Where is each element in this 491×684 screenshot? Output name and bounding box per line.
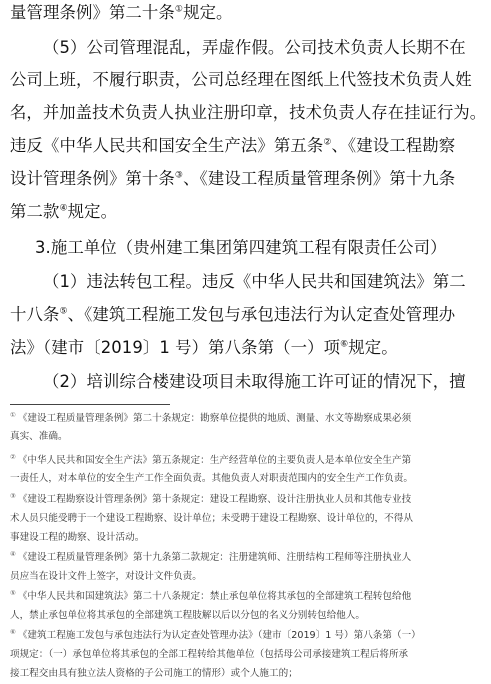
footnote-2 (10, 452, 412, 467)
footnote-4 (10, 549, 412, 564)
body-text: 十八条 (10, 305, 60, 324)
footnote-ref-1[interactable]: ① (174, 4, 184, 15)
body-line-12: （2）培训综合楼建设项目未取得施工许可证的情况下，擅 (43, 372, 466, 391)
footnote-ref-4[interactable]: ④ (59, 203, 68, 214)
section-heading: 3.施工单位（贵州建工集团第四建筑工程有限责任公司） (35, 238, 447, 257)
footnote-text: 《建筑工程施工发包与承包违法行为认定查处管理办法》（建市〔2019〕1 号）第八条第（一） (17, 630, 421, 641)
body-line-1 (10, 3, 233, 23)
body-line-9: （1）违法转包工程。违反《中华人民共和国建筑法》第二 (43, 272, 466, 291)
body-line-4: 名，并加盖技术负责人执业注册印章，技术负责人存在挂证行为。 (10, 103, 487, 122)
footnote-1-cont: 真实、准确。 (10, 431, 68, 442)
body-text: 量管理条例》第二十条 (10, 3, 175, 22)
footnote-mark: ④ (10, 549, 16, 558)
footnote-text: 《建设工程质量管理条例》第十九条第二款规定：注册建筑师、注册结构工程师等注册执业人 (17, 552, 412, 563)
body-text: 违反《中华人民共和国安全生产法》第五条 (10, 136, 324, 155)
body-text: 法》（建市〔2019〕1 号）第八条第（一）项 (10, 338, 341, 357)
footnote-ref-5[interactable]: ⑤ (59, 306, 68, 317)
footnote-5 (10, 588, 412, 603)
footnote-1 (10, 410, 412, 425)
footnote-6-cont: 接工程交由具有独立法人资格的子公司施工的情形）或个人施工的； (10, 668, 298, 679)
footnote-3 (10, 491, 412, 506)
footnote-mark: ⑥ (10, 627, 16, 636)
footnote-text: 《建设工程勘察设计管理条例》第十条规定：建设工程勘察、设计注册执业人员和其他专业技 (17, 494, 412, 505)
footnote-6-cont: 项规定：（一）承包单位将其承包的全部工程转给其他单位（包括母公司承接建筑工程后将所承 (10, 649, 409, 660)
footnote-3-cont: 事建设工程的勘察、设计活动。 (10, 532, 145, 543)
body-text: 、《建筑工程施工发包与承包违法行为认定查处管理办 (67, 305, 456, 324)
footnote-4-cont: 员应当在设计文件上签字，对设计文件负责。 (10, 571, 202, 582)
footnote-ref-2[interactable]: ② (323, 137, 332, 148)
body-text: 规定。 (348, 338, 398, 357)
footnote-2-cont: 一责任人，对本单位的安全生产工作全面负责。其他负责人对职责范围内的安全生产工作负责。 (10, 473, 413, 484)
footnote-mark: ③ (10, 491, 16, 500)
footnote-text: 《建设工程质量管理条例》第二十条规定：勘察单位提供的地质、测量、水文等勘察成果必须 (17, 413, 412, 424)
body-line-7 (10, 202, 117, 222)
footnote-5-cont: 人，禁止承包单位将其承包的全部建筑工程肢解以后以分包的名义分别转包给他人。 (10, 610, 365, 621)
body-text: 设计管理条例》第十条 (10, 169, 175, 188)
footnote-separator (10, 404, 170, 405)
footnote-mark: ⑤ (10, 588, 16, 597)
footnote-ref-6[interactable]: ⑥ (340, 339, 349, 350)
body-line-11 (10, 338, 398, 358)
body-text: 第二款 (10, 202, 60, 221)
body-line-10 (10, 305, 455, 325)
footnote-text: 《中华人民共和国安全生产法》第五条规定：生产经营单位的主要负责人是本单位安全生产第 (17, 455, 412, 466)
footnote-ref-3[interactable]: ③ (174, 170, 184, 181)
body-line-2: （5）公司管理混乱，弄虚作假。公司技术负责人长期不在 (43, 38, 466, 57)
body-text: 、《建设工程质量管理条例》第十九条 (183, 169, 456, 188)
footnote-mark: ② (10, 452, 16, 461)
footnote-6 (10, 627, 421, 642)
body-line-3: 公司上班，不履行职责，公司总经理在图纸上代签技术负责人姓 (10, 70, 472, 89)
footnote-mark: ① (10, 410, 16, 419)
body-line-5 (10, 136, 455, 156)
body-text: 规定。 (183, 3, 233, 22)
footnote-text: 《中华人民共和国建筑法》第二十八条规定：禁止承包单位将其承包的全部建筑工程转包给他 (17, 591, 412, 602)
body-text: 规定。 (67, 202, 118, 221)
footnote-3-cont: 术人员只能受聘于一个建设工程勘察、设计单位；未受聘于建设工程勘察、设计单位的，不得从 (10, 513, 413, 524)
body-text: 、《建设工程勘察 (331, 136, 456, 155)
body-line-6 (10, 169, 455, 189)
